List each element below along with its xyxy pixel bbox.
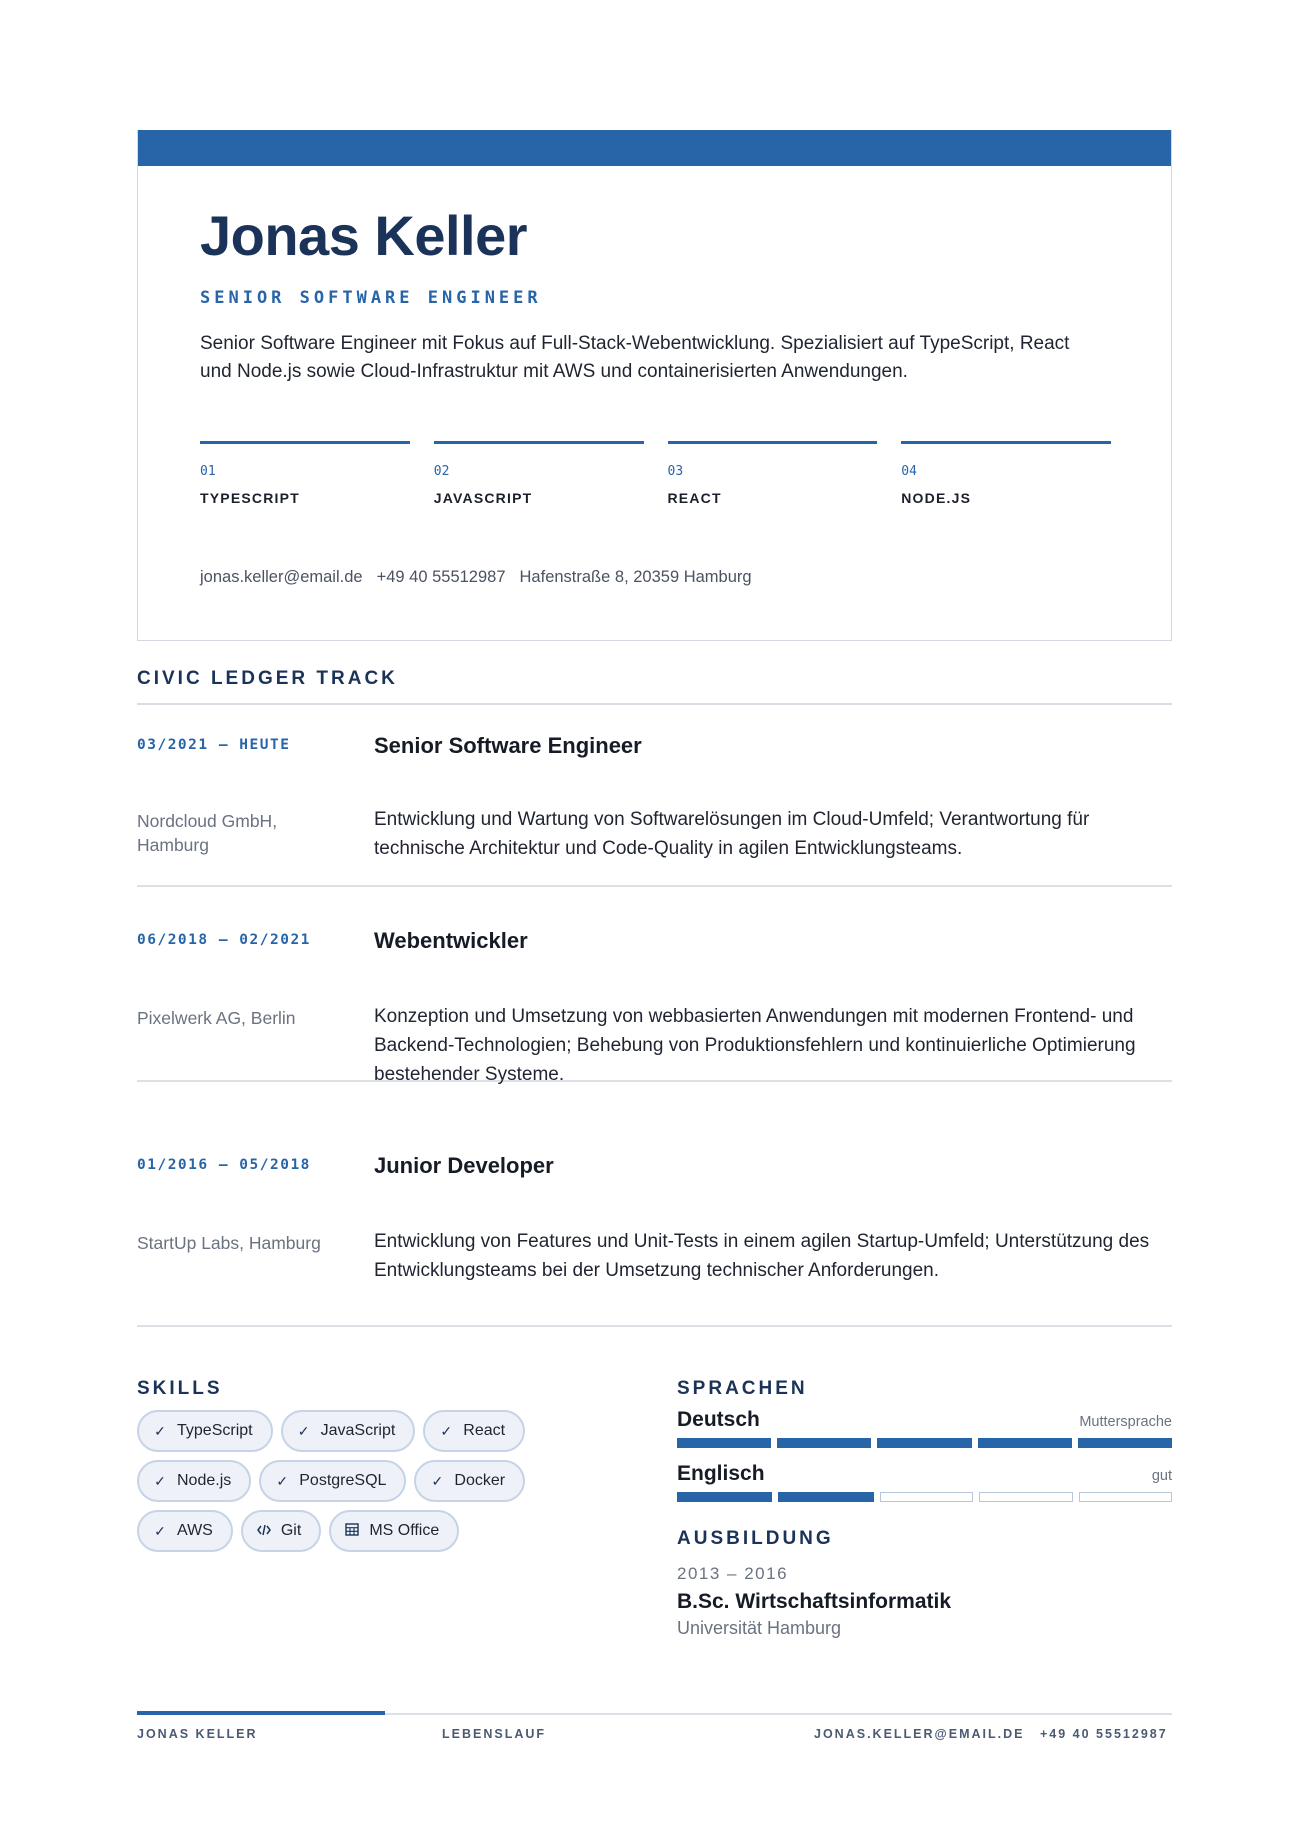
skill-chip — [281, 1410, 416, 1452]
job-entry — [137, 928, 1172, 1085]
tech-number: 03 — [667, 464, 684, 479]
job-date: 01/2016 – 05/2018 — [137, 1157, 311, 1173]
tech-name: JAVASCRIPT — [433, 490, 533, 506]
languages-education-column — [677, 1378, 1172, 1639]
job-role: Senior Software Engineer — [374, 733, 642, 758]
skill-label: MS Office — [369, 1522, 440, 1539]
education-section-title: AUSBILDUNG — [677, 1528, 834, 1549]
tech-item — [668, 441, 878, 506]
footer-divider — [137, 1713, 1172, 1715]
job-role: Junior Developer — [374, 1153, 554, 1178]
skill-label: PostgreSQL — [299, 1472, 387, 1489]
contact-email[interactable]: jonas.keller@email.de — [200, 568, 363, 586]
skill-chip-list — [137, 1410, 617, 1552]
footer-phone[interactable]: +49 40 55512987 — [1040, 1727, 1168, 1741]
job-entry — [137, 733, 1172, 887]
job-company: Pixelwerk AG, Berlin — [137, 1008, 296, 1028]
core-tech-list — [200, 441, 1111, 506]
job-entry — [137, 1153, 1172, 1327]
header-card — [137, 130, 1172, 641]
section-divider — [137, 703, 1172, 705]
language-name: Englisch — [677, 1462, 765, 1485]
language-item — [677, 1462, 1172, 1502]
skill-label: Docker — [454, 1472, 506, 1489]
skill-chip — [259, 1460, 406, 1502]
table-icon — [345, 1523, 359, 1539]
language-meter — [677, 1438, 1172, 1448]
skill-chip — [329, 1510, 459, 1552]
job-date: 06/2018 – 02/2021 — [137, 932, 311, 948]
tech-item — [200, 441, 410, 506]
meter-segment — [880, 1492, 973, 1502]
skill-label: Node.js — [177, 1472, 232, 1489]
meter-segment — [1078, 1438, 1172, 1448]
header-accent-bar — [138, 130, 1171, 166]
meter-segment — [677, 1492, 772, 1502]
job-company: Nordcloud GmbH, Hamburg — [137, 811, 278, 855]
tech-item — [901, 441, 1111, 506]
meter-segment — [778, 1492, 873, 1502]
page-footer — [137, 1713, 1172, 1757]
skill-chip — [423, 1410, 525, 1452]
tech-name: TYPESCRIPT — [200, 490, 300, 506]
check-icon: ✓ — [440, 1422, 453, 1439]
check-icon: ✓ — [431, 1472, 444, 1489]
language-level: Muttersprache — [1079, 1414, 1172, 1430]
code-icon — [257, 1523, 271, 1539]
contact-line — [200, 568, 752, 587]
education-years: 2013 – 2016 — [677, 1564, 789, 1583]
job-role: Webentwickler — [374, 928, 528, 953]
check-icon: ✓ — [154, 1472, 166, 1489]
education-school: Universität Hamburg — [677, 1618, 842, 1638]
language-item — [677, 1408, 1172, 1448]
tech-item — [434, 441, 644, 506]
skills-section — [137, 1378, 637, 1552]
check-icon: ✓ — [297, 1422, 310, 1439]
language-level: gut — [1151, 1468, 1172, 1484]
language-meter — [677, 1492, 1172, 1502]
job-date: 03/2021 – HEUTE — [137, 737, 291, 753]
tech-number: 02 — [433, 464, 450, 479]
check-icon: ✓ — [276, 1472, 289, 1489]
job-description: Konzeption und Umsetzung von webbasierten Anwendungen mit modernen Frontend- und Backend-Technologien; Behebung von Produktionsfehlern und kontinuierliche Optimierung bestehender Systeme. — [374, 1006, 1136, 1085]
contact-phone[interactable]: +49 40 55512987 — [376, 568, 506, 586]
skill-chip — [137, 1510, 233, 1552]
check-icon: ✓ — [154, 1522, 166, 1539]
footer-name: JONAS KELLER — [137, 1727, 258, 1741]
meter-segment — [978, 1438, 1072, 1448]
meter-segment — [877, 1438, 971, 1448]
skill-chip — [137, 1410, 273, 1452]
job-company: StartUp Labs, Hamburg — [137, 1233, 321, 1253]
footer-accent-bar — [137, 1711, 385, 1715]
job-description: Entwicklung und Wartung von Softwarelösungen im Cloud-Umfeld; Verantwortung für technische Architektur und Code-Quality in agilen Entwicklungsteams. — [374, 809, 1090, 859]
education-degree: B.Sc. Wirtschaftsinformatik — [677, 1590, 952, 1613]
job-description: Entwicklung von Features und Unit-Tests in einem agilen Startup-Umfeld; Unterstützung des Entwicklungsteams bei der Umsetzung technischer Anforderungen. — [374, 1231, 1150, 1281]
skill-label: TypeScript — [177, 1422, 253, 1439]
experience-section-title: CIVIC LEDGER TRACK — [137, 668, 398, 689]
tech-number: 04 — [901, 464, 917, 479]
resume-page — [137, 130, 1172, 1741]
skill-chip — [137, 1460, 251, 1502]
candidate-role: SENIOR SOFTWARE ENGINEER — [200, 288, 542, 308]
candidate-name: Jonas Keller — [200, 204, 528, 267]
skill-label: AWS — [177, 1522, 213, 1539]
profile-summary: Senior Software Engineer mit Fokus auf Full-Stack-Webentwicklung. Spezialisiert auf TypeScript, React und Node.js sowie Cloud-Infrastruktur mit AWS und containerisierten Anwendungen. — [200, 333, 1070, 382]
tech-number: 01 — [200, 464, 216, 479]
skills-section-title: SKILLS — [137, 1378, 223, 1399]
footer-doc-label: LEBENSLAUF — [442, 1727, 547, 1741]
meter-segment — [777, 1438, 871, 1448]
contact-address: Hafenstraße 8, 20359 Hamburg — [519, 568, 752, 586]
skill-label: React — [463, 1422, 506, 1439]
skill-chip — [414, 1460, 525, 1502]
meter-segment — [979, 1492, 1072, 1502]
check-icon: ✓ — [154, 1422, 166, 1439]
meter-segment — [1079, 1492, 1172, 1502]
meter-segment — [677, 1438, 771, 1448]
skill-label: Git — [280, 1522, 302, 1539]
tech-name: REACT — [667, 490, 722, 506]
languages-section-title: SPRACHEN — [677, 1378, 808, 1399]
skill-chip — [241, 1510, 321, 1552]
footer-email[interactable]: JONAS.KELLER@EMAIL.DE — [814, 1727, 1025, 1741]
language-name: Deutsch — [677, 1408, 760, 1431]
tech-name: NODE.JS — [901, 490, 972, 506]
skill-label: JavaScript — [320, 1422, 396, 1439]
